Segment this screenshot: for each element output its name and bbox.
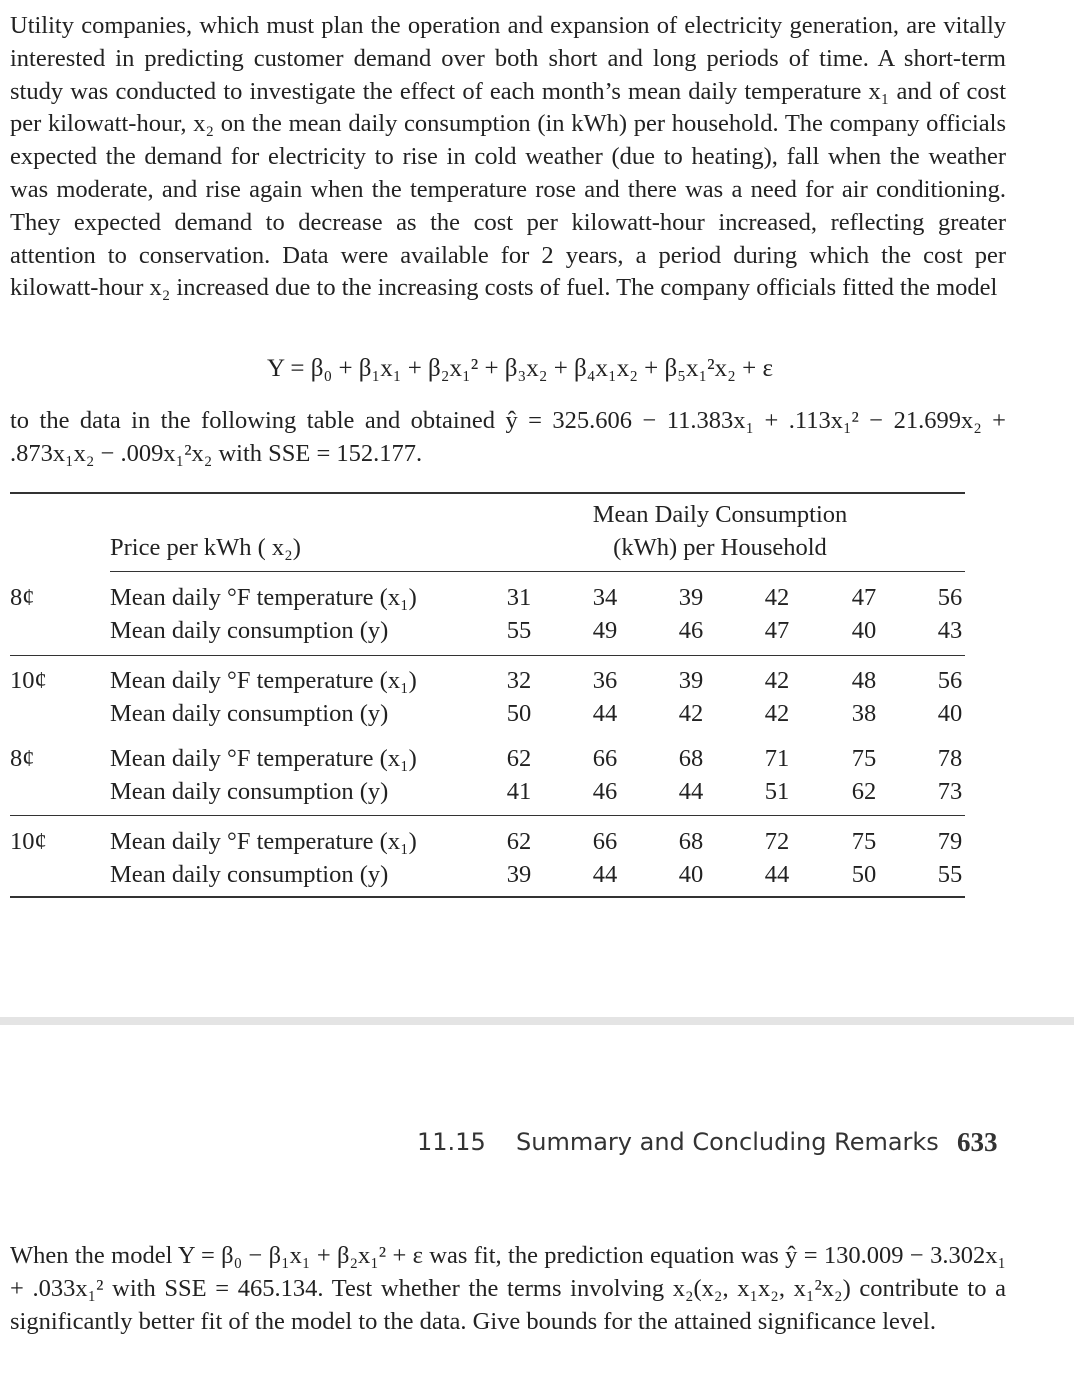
- consumption-header-line2: (kWh) per Household: [613, 534, 827, 561]
- consumption-cell: 50: [506, 700, 532, 727]
- page-number: 633: [957, 1127, 998, 1157]
- consumption-row-label: Mean daily consumption (y): [110, 617, 389, 644]
- temperature-cell: 36: [592, 667, 618, 694]
- price-header: Price per kWh ( x₂): [110, 534, 301, 561]
- temperature-cell: 72: [764, 828, 790, 855]
- temperature-row-label: Mean daily °F temperature (x₁): [110, 828, 417, 855]
- section-number: 11.15: [417, 1128, 486, 1156]
- consumption-cell: 73: [937, 778, 963, 805]
- price-cell: 10¢: [10, 828, 47, 855]
- temperature-cell: 66: [592, 745, 618, 772]
- temperature-cell: 34: [592, 584, 618, 611]
- consumption-cell: 49: [592, 617, 618, 644]
- consumption-cell: 44: [592, 700, 618, 727]
- consumption-cell: 50: [851, 861, 877, 888]
- consumption-row-label: Mean daily consumption (y): [110, 778, 389, 805]
- consumption-cell: 43: [937, 617, 963, 644]
- consumption-cell: 44: [764, 861, 790, 888]
- group-divider-rule: [10, 655, 965, 656]
- consumption-header-line1: Mean Daily Consumption: [592, 501, 848, 528]
- temperature-cell: 62: [506, 745, 532, 772]
- temperature-cell: 32: [506, 667, 532, 694]
- consumption-cell: 40: [678, 861, 704, 888]
- model-equation: Y = β₀ + β₁x₁ + β₂x₁² + β₃x₂ + β₄x₁x₂ + β₅x₁²x₂ + ε: [267, 355, 773, 382]
- temperature-cell: 48: [851, 667, 877, 694]
- consumption-row-label: Mean daily consumption (y): [110, 700, 389, 727]
- page-footer: [0, 1128, 1074, 1168]
- temperature-cell: 79: [937, 828, 963, 855]
- consumption-row-label: Mean daily consumption (y): [110, 861, 389, 888]
- consumption-cell: 40: [851, 617, 877, 644]
- temperature-row-label: Mean daily °F temperature (x₁): [110, 667, 417, 694]
- table-bottom-rule: [10, 896, 965, 898]
- exercise-paragraph: When the model Y = β₀ − β₁x₁ + β₂x₁² + ε was fit, the prediction equation was ŷ = 130.009 − 3.302x₁ + .033x₁² with SSE = 465.134. Test whether the terms involving x₂(x₂, x₁x₂, x₁²x₂) contribute to a significantly better fit of the model to the data. Give bounds for the attained significance level.: [10, 1242, 1006, 1335]
- table-header-rule: [110, 571, 965, 572]
- temperature-cell: 42: [764, 584, 790, 611]
- temperature-cell: 75: [851, 828, 877, 855]
- consumption-cell: 42: [764, 700, 790, 727]
- temperature-cell: 66: [592, 828, 618, 855]
- section-title: Summary and Concluding Remarks: [516, 1128, 939, 1156]
- temperature-row-label: Mean daily °F temperature (x₁): [110, 745, 417, 772]
- group-divider-rule: [10, 815, 965, 816]
- consumption-cell: 42: [678, 700, 704, 727]
- consumption-cell: 46: [592, 778, 618, 805]
- consumption-cell: 46: [678, 617, 704, 644]
- temperature-cell: 39: [678, 667, 704, 694]
- intro-paragraph: Utility companies, which must plan the operation and expansion of electricity generation, are vitally interested in predicting customer demand over both short and long periods of time. A short-term study was conducted to investigate the effect of each month’s mean daily temperature x₁ and of cost per kilowatt-hour, x₂ on the mean daily consumption (in kWh) per household. The company officials expected the demand for electricity to rise in cold weather (due to heating), fall when the weather was moderate, and rise again when the temperature rose and there was a need for air conditioning. They expected demand to decrease as the cost per kilowatt-hour increased, reflecting greater attention to conservation. Data were available for 2 years, a period during which the cost per kilowatt-hour x₂ increased due to the increasing costs of fuel. The company officials fitted the model: [10, 12, 1006, 302]
- temperature-cell: 56: [937, 584, 963, 611]
- fitted-equation-paragraph: to the data in the following table and obtained ŷ = 325.606 − 11.383x₁ + .113x₁² − 21.699x₂ + .873x₁x₂ − .009x₁²x₂ with SSE = 152.177.: [10, 407, 1006, 467]
- temperature-cell: 78: [937, 745, 963, 772]
- price-cell: 8¢: [10, 745, 35, 772]
- consumption-cell: 55: [937, 861, 963, 888]
- consumption-cell: 39: [506, 861, 532, 888]
- consumption-cell: 47: [764, 617, 790, 644]
- temperature-cell: 47: [851, 584, 877, 611]
- consumption-cell: 38: [851, 700, 877, 727]
- temperature-row-label: Mean daily °F temperature (x₁): [110, 584, 417, 611]
- consumption-cell: 62: [851, 778, 877, 805]
- page-separator: [0, 1017, 1074, 1025]
- temperature-cell: 62: [506, 828, 532, 855]
- temperature-cell: 68: [678, 828, 704, 855]
- price-cell: 10¢: [10, 667, 47, 694]
- temperature-cell: 68: [678, 745, 704, 772]
- temperature-cell: 56: [937, 667, 963, 694]
- consumption-cell: 44: [592, 861, 618, 888]
- temperature-cell: 42: [764, 667, 790, 694]
- temperature-cell: 71: [764, 745, 790, 772]
- table-top-rule: [10, 492, 965, 494]
- consumption-cell: 51: [764, 778, 790, 805]
- temperature-cell: 75: [851, 745, 877, 772]
- temperature-cell: 31: [506, 584, 532, 611]
- price-cell: 8¢: [10, 584, 35, 611]
- temperature-cell: 39: [678, 584, 704, 611]
- consumption-cell: 40: [937, 700, 963, 727]
- consumption-cell: 41: [506, 778, 532, 805]
- consumption-cell: 55: [506, 617, 532, 644]
- consumption-cell: 44: [678, 778, 704, 805]
